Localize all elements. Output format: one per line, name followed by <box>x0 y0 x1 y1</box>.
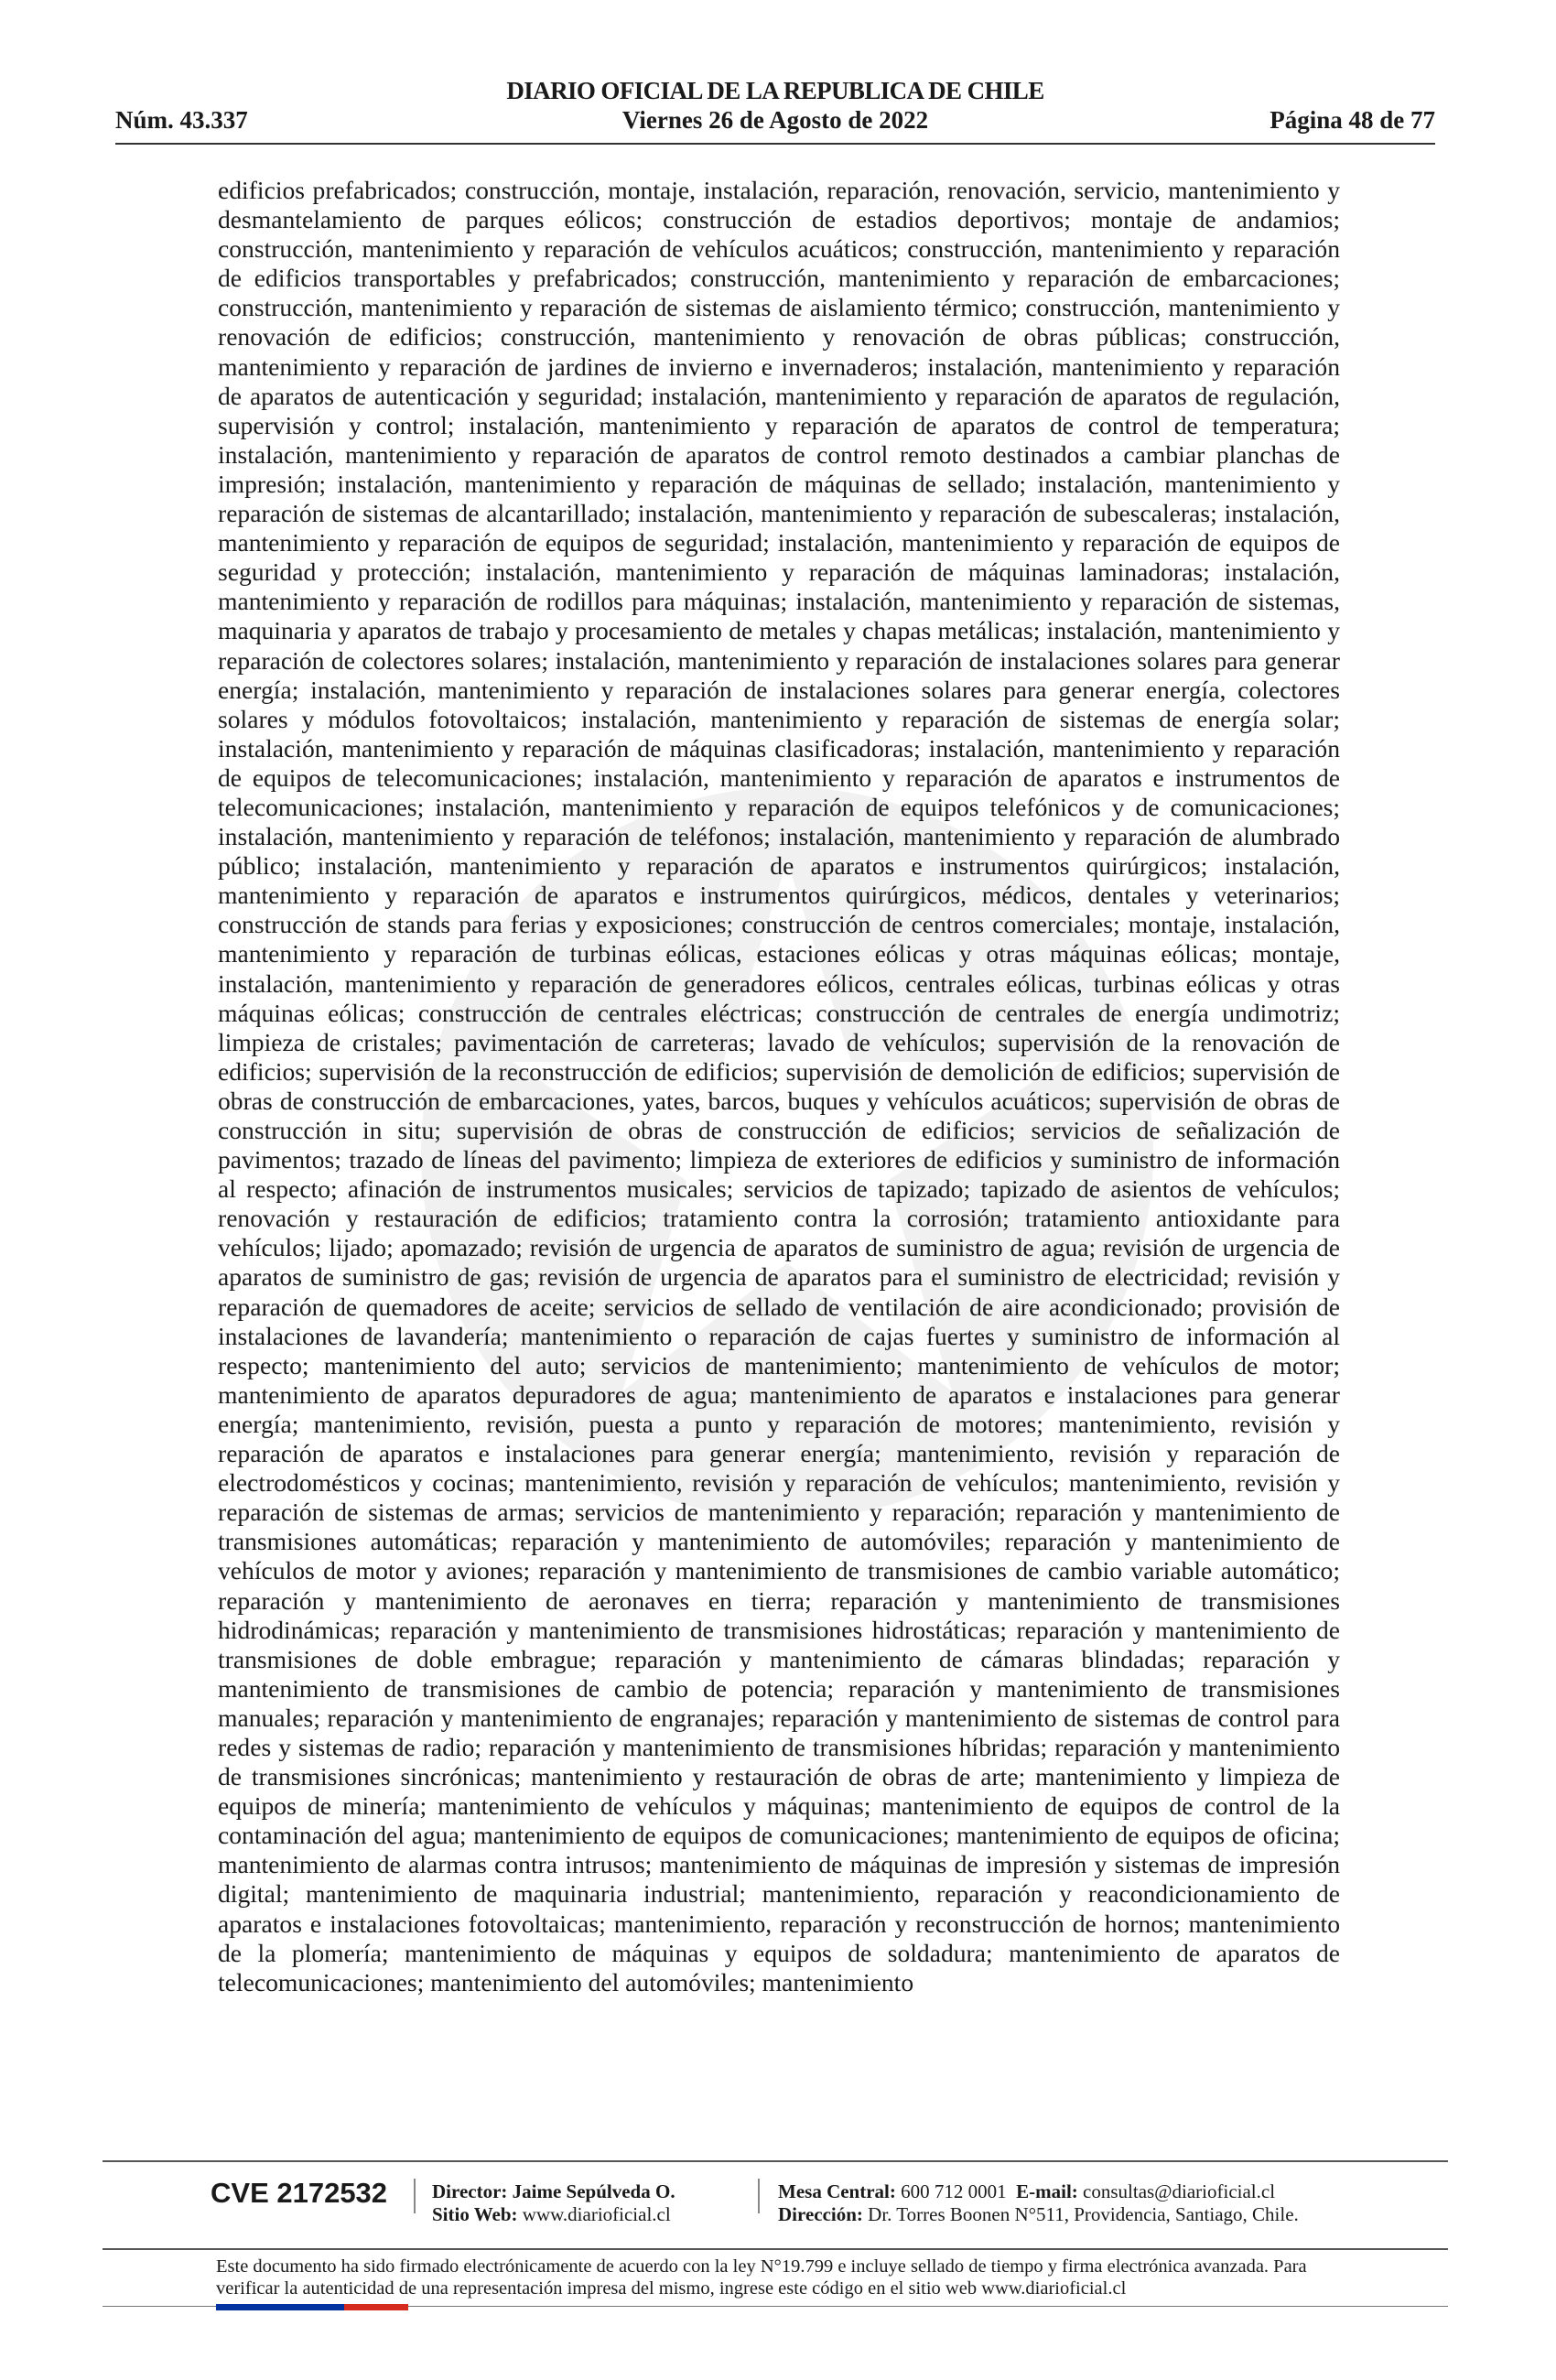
phone-value: 600 712 0001 <box>901 2180 1007 2202</box>
flag-stripe-red <box>344 2304 408 2310</box>
document-body-text: edificios prefabricados; construcción, montaje, instalación, reparación, renovación, servicio, mantenimiento y desmantelamiento de parques eólicos; construcción de estadios deportivos; montaje de andamios; construcción, mantenimiento y reparación de vehículos acuáticos; construcción, mantenimiento y reparación de edificios transportables y prefabricados; construcción, mantenimiento y reparación de embarcaciones; construcción, mantenimiento y reparación de sistemas de aislamiento térmico; construcción, mantenimiento y renovación de edificios; construcción, mantenimiento y renovación de obras públicas; construcción, mantenimiento y reparación de jardines de invierno e invernaderos; instalación, mantenimiento y reparación de aparatos de autenticación y seguridad; instalación, mantenimiento y reparación de aparatos de regulación, supervisión y control; instalación, mantenimiento y reparación de aparatos de control de temperatura; instalación, mantenimiento y reparación de aparatos de control remoto destinados a cambiar planchas de impresión; instalación, mantenimiento y reparación de máquinas de sellado; instalación, mantenimiento y reparación de sistemas de alcantarillado; instalación, mantenimiento y reparación de subescaleras; instalación, mantenimiento y reparación de equipos de seguridad; instalación, mantenimiento y reparación de equipos de seguridad y protección; instalación, mantenimiento y reparación de máquinas laminadoras; instalación, mantenimiento y reparación de rodillos para máquinas; instalación, mantenimiento y reparación de sistemas, maquinaria y aparatos de trabajo y procesamiento de metales y chapas metálicas; instalación, mantenimiento y reparación de colectores solares; instalación, mantenimiento y reparación de instalaciones solares para generar energía; instalación, mantenimiento y reparación de instalaciones solares para generar energía, colectores solares y módulos fotovoltaicos; instalación, mantenimiento y reparación de sistemas de energía solar; instalación, mantenimiento y reparación de máquinas clasificadoras; instalación, mantenimiento y reparación de equipos de telecomunicaciones; instalación, mantenimiento y reparación de aparatos e instrumentos de telecomunicaciones; instalación, mantenimiento y reparación de equipos telefónicos y de comunicaciones; instalación, mantenimiento y reparación de teléfonos; instalación, mantenimiento y reparación de alumbrado público; instalación, mantenimiento y reparación de aparatos e instrumentos quirúrgicos; instalación, mantenimiento y reparación de aparatos e instrumentos quirúrgicos, médicos, dentales y veterinarios; construcción de stands para ferias y exposiciones; construcción de centros comerciales; montaje, instalación, mantenimiento y reparación de turbinas eólicas, estaciones eólicas y otras máquinas eólicas; montaje, instalación, mantenimiento y reparación de generadores eólicos, centrales eólicas, turbinas eólicas y otras máquinas eólicas; construcción de centrales eléctricas; construcción de centrales de energía undimotriz; limpieza de cristales; pavimentación de carreteras; lavado de vehículos; supervisión de la renovación de edificios; supervisión de la reconstrucción de edificios; supervisión de demolición de edificios; supervisión de obras de construcción de embarcaciones, yates, barcos, buques y vehículos acuáticos; supervisión de obras de construcción in situ; supervisión de obras de construcción de edificios; servicios de señalización de pavimentos; trazado de líneas del pavimento; limpieza de exteriores de edificios y suministro de información al respecto; afinación de instrumentos musicales; servicios de tapizado; tapizado de asientos de vehículos; renovación y restauración de edificios; tratamiento contra la corrosión; tratamiento antioxidante para vehículos; lijado; apomazado; revisión de urgencia de aparatos de suministro de agua; revisión de urgencia de aparatos de suministro de gas; revisión de urgencia de aparatos para el suministro de electricidad; revisión y reparación de quemadores de aceite; servicios de sellado de ventilación de aire acondicionado; provisión de instalaciones de lavandería; mantenimiento o reparación de cajas fuertes y suministro de información al respecto; mantenimiento del auto; servicios de mantenimiento; mantenimiento de vehículos de motor; mantenimiento de aparatos depuradores de agua; mantenimiento de aparatos e instalaciones para generar energía; mantenimiento, revisión, puesta a punto y reparación de motores; mantenimiento, revisión y reparación de aparatos e instalaciones para generar energía; mantenimiento, revisión y reparación de electrodomésticos y cocinas; mantenimiento, revisión y reparación de vehículos; mantenimiento, revisión y reparación de sistemas de armas; servicios de mantenimiento y reparación; reparación y mantenimiento de transmisiones automáticas; reparación y mantenimiento de automóviles; reparación y mantenimiento de vehículos de motor y aviones; reparación y mantenimiento de transmisiones de cambio variable automático; reparación y mantenimiento de aeronaves en tierra; reparación y mantenimiento de transmisiones hidrodinámicas; reparación y mantenimiento de transmisiones hidrostáticas; reparación y mantenimiento de transmisiones de doble embrague; reparación y mantenimiento de cámaras blindadas; reparación y mantenimiento de transmisiones de cambio de potencia; reparación y mantenimiento de transmisiones manuales; reparación y mantenimiento de engranajes; reparación y mantenimiento de sistemas de control para redes y sistemas de radio; reparación y mantenimiento de transmisiones híbridas; reparación y mantenimiento de transmisiones sincrónicas; mantenimiento y restauración de obras de arte; mantenimiento y limpieza de equipos de minería; mantenimiento de vehículos y máquinas; mantenimiento de equipos de control de la contaminación del agua; mantenimiento de equipos de comunicaciones; mantenimiento de equipos de oficina; mantenimiento de alarmas contra intrusos; mantenimiento de máquinas de impresión y sistemas de impresión digital; mantenimiento de maquinaria industrial; mantenimiento, reparación y reacondicionamiento de aparatos e instalaciones fotovoltaicas; mantenimiento, reparación y reconstrucción de hornos; mantenimiento de la plomería; mantenimiento de máquinas y equipos de soldadura; mantenimiento de aparatos de telecomunicaciones; mantenimiento del automóviles; mantenimiento <box>218 176 1340 1996</box>
address-value: Dr. Torres Boonen N°511, Providencia, Santiago, Chile. <box>868 2203 1299 2225</box>
footer-divider-top <box>103 2160 1448 2162</box>
page-footer <box>103 2160 1448 2320</box>
email-link[interactable]: consultas@diarioficial.cl <box>1083 2180 1276 2202</box>
director-label: Director: <box>432 2180 508 2202</box>
address-label: Dirección: <box>778 2203 863 2225</box>
flag-stripe-blue <box>216 2304 280 2310</box>
header-divider <box>115 143 1435 145</box>
page-indicator: Página 48 de 77 <box>1270 106 1435 134</box>
flag-color-bar <box>216 2304 408 2310</box>
flag-stripe-blue <box>280 2304 344 2310</box>
phone-label: Mesa Central: <box>778 2180 896 2202</box>
website-label: Sitio Web: <box>432 2203 518 2225</box>
publication-date: Viernes 26 de Agosto de 2022 <box>621 106 929 134</box>
cve-code: CVE 2172532 <box>211 2177 388 2209</box>
email-label: E-mail: <box>1016 2180 1078 2202</box>
contact-block <box>778 2180 1299 2226</box>
page-header <box>115 71 1435 148</box>
publication-title: DIARIO OFICIAL DE LA REPUBLICA DE CHILE <box>506 77 1044 104</box>
director-name: Jaime Sepúlveda O. <box>512 2180 675 2202</box>
website-link[interactable]: www.diarioficial.cl <box>522 2203 671 2225</box>
footer-separator <box>758 2179 760 2213</box>
footer-separator <box>414 2179 416 2213</box>
director-block <box>432 2180 675 2226</box>
header-row <box>115 103 1435 139</box>
issue-number: Núm. 43.337 <box>115 106 248 134</box>
electronic-signature-notice: Este documento ha sido firmado electrónicamente de acuerdo con la ley N°19.799 e incluye sellado de tiempo y firma electrónica avanzada. Para verificar la autenticidad de una representación impresa del mismo, ingrese este código en el sitio web www.diarioficial.cl <box>216 2256 1307 2299</box>
footer-divider-middle <box>103 2248 1448 2250</box>
